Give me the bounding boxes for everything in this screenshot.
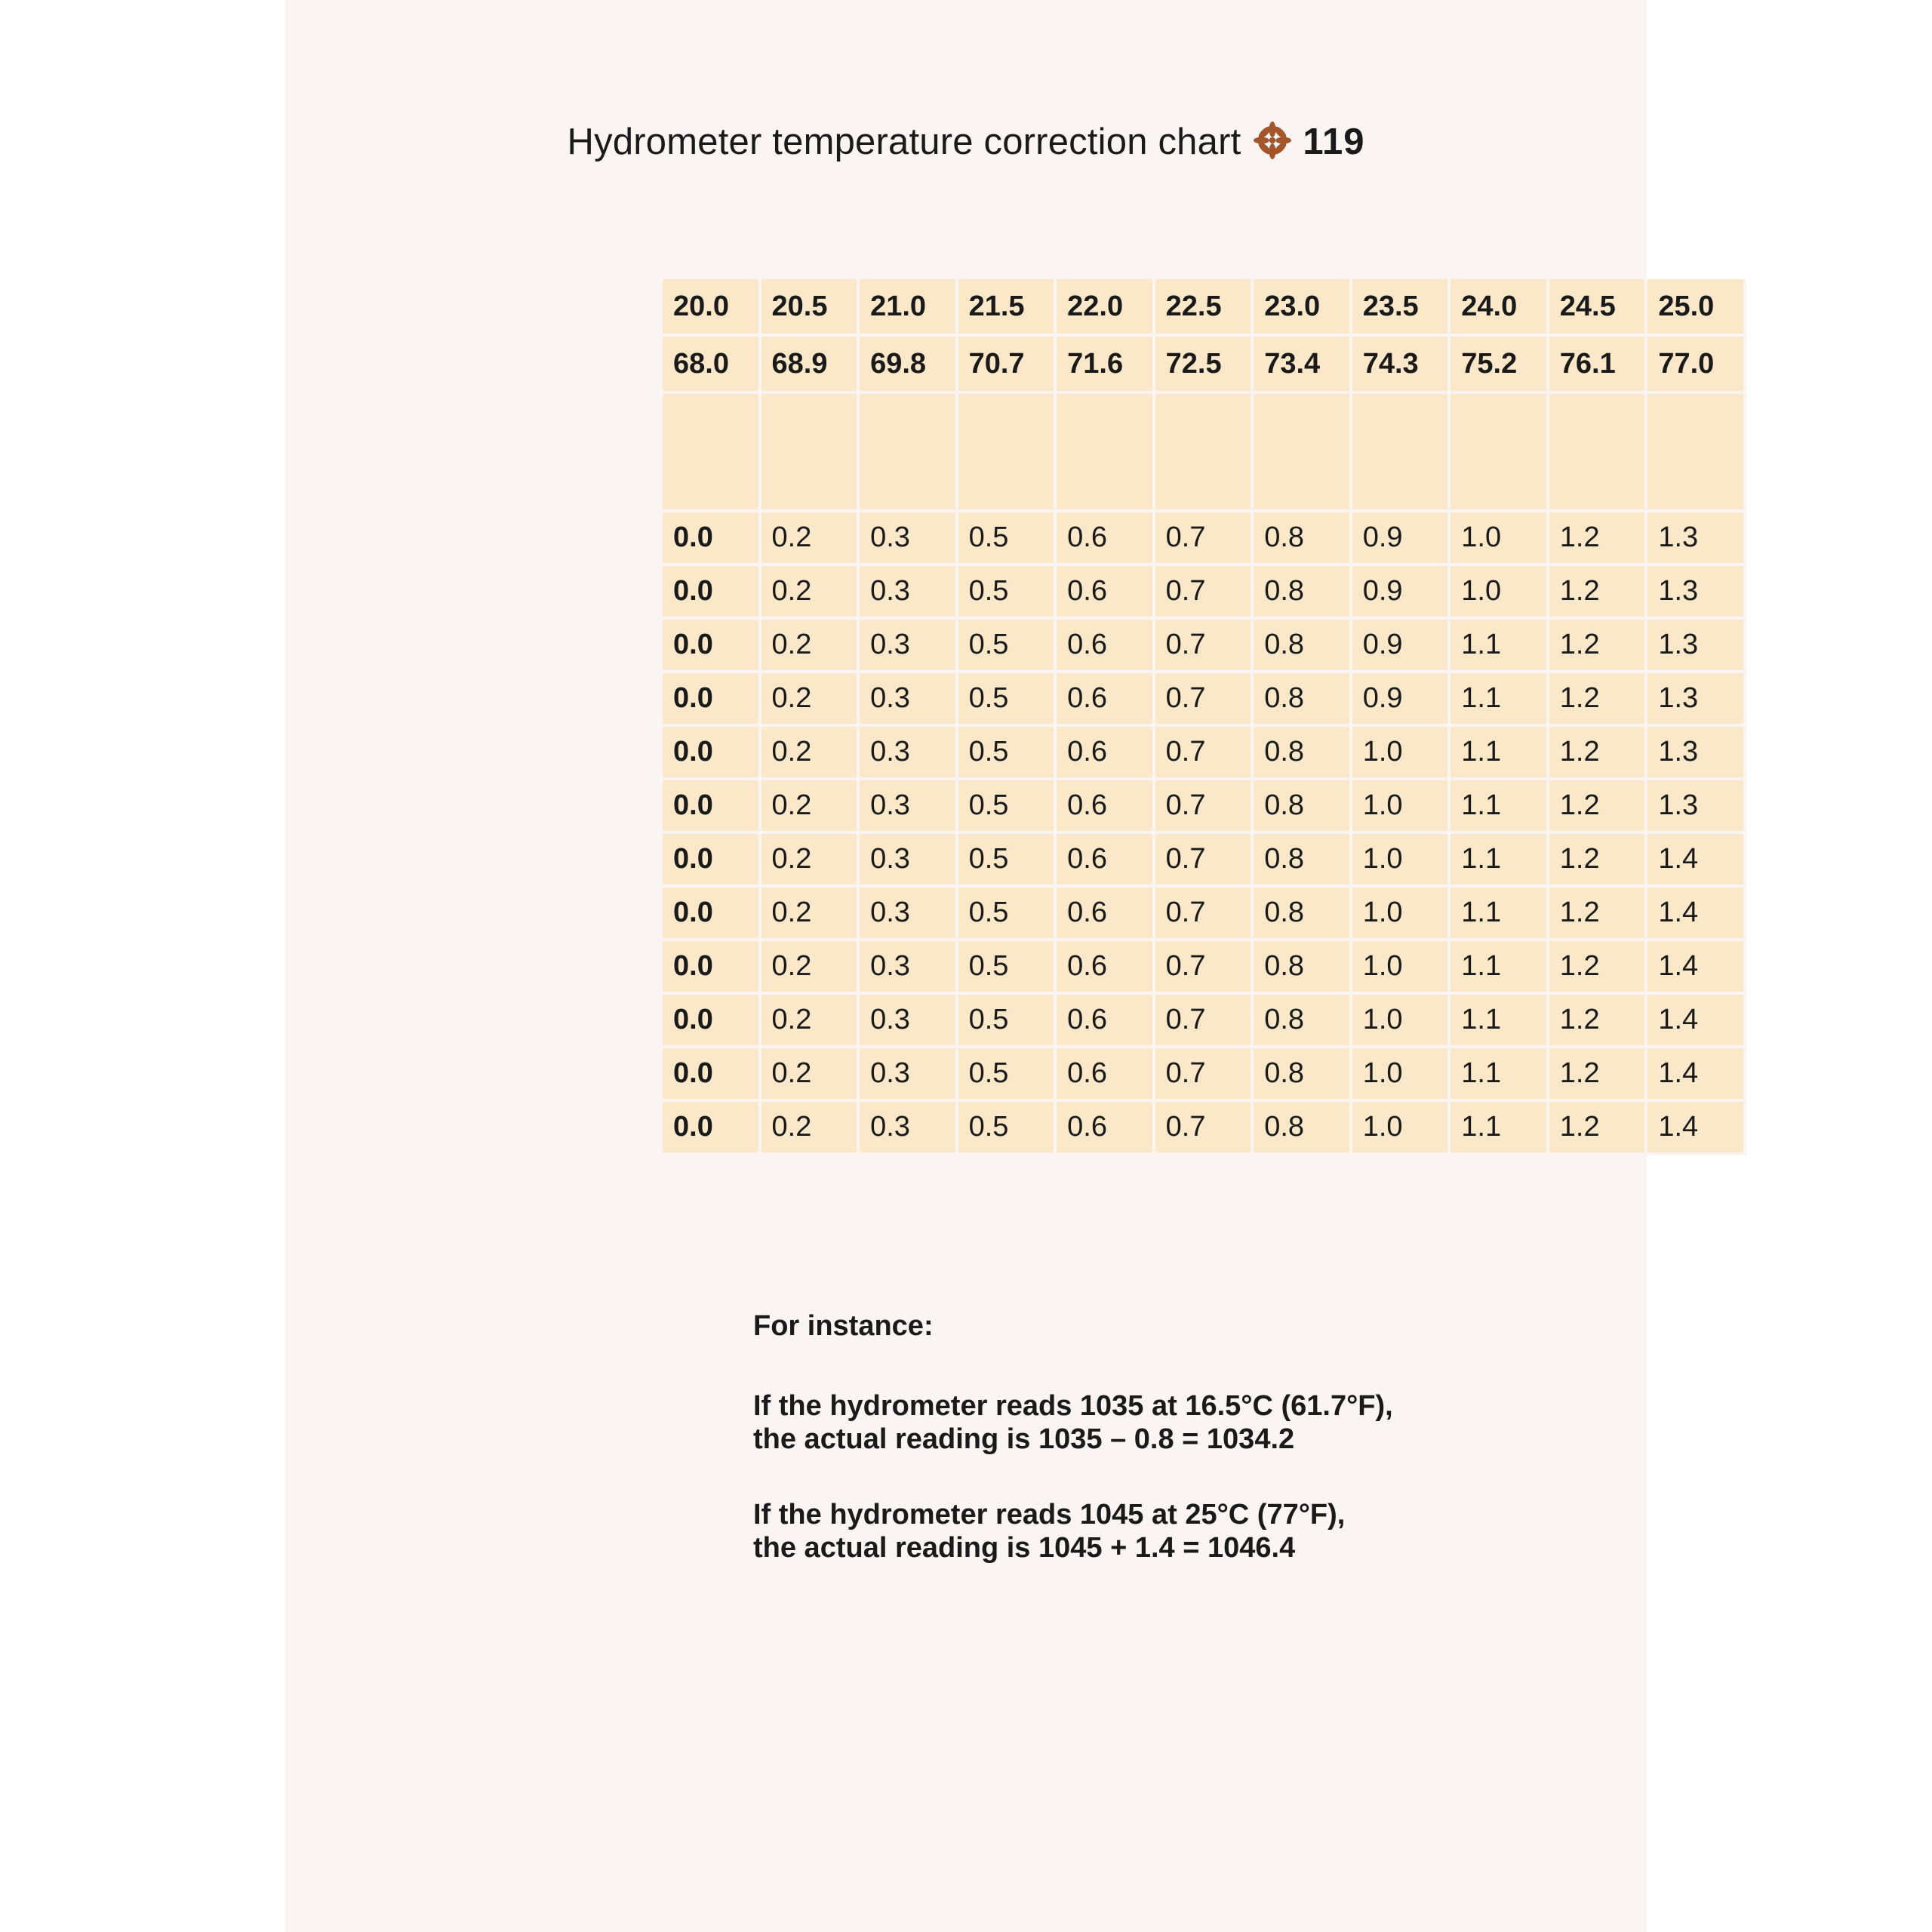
header-cell-fahrenheit: 76.1 xyxy=(1549,337,1648,394)
example-paragraph-1 xyxy=(753,1389,1659,1456)
table-cell: 0.2 xyxy=(761,941,860,995)
table-row xyxy=(663,780,1746,834)
table-cell: 0.2 xyxy=(761,620,860,673)
table-cell: 0.0 xyxy=(663,834,761,888)
table-cell: 0.9 xyxy=(1352,512,1451,566)
table-row xyxy=(663,620,1746,673)
table-cell: 0.5 xyxy=(958,995,1057,1048)
table-cell: 0.0 xyxy=(663,673,761,727)
table-cell: 0.7 xyxy=(1155,673,1254,727)
table-cell: 0.3 xyxy=(860,566,958,620)
hydrometer-correction-table xyxy=(663,279,1746,1155)
table-cell: 0.8 xyxy=(1254,512,1352,566)
header-cell-celsius: 23.0 xyxy=(1254,279,1352,337)
table-cell: 0.8 xyxy=(1254,673,1352,727)
table-cell: 0.8 xyxy=(1254,941,1352,995)
table-cell: 0.2 xyxy=(761,888,860,941)
spacer-cell xyxy=(1549,394,1648,512)
table-row-celsius-header xyxy=(663,279,1746,337)
table-cell: 0.6 xyxy=(1057,834,1155,888)
table-cell: 0.3 xyxy=(860,834,958,888)
table-cell: 0.6 xyxy=(1057,941,1155,995)
table-cell: 0.3 xyxy=(860,995,958,1048)
spacer-cell xyxy=(1352,394,1451,512)
table-cell: 0.5 xyxy=(958,620,1057,673)
table-row xyxy=(663,888,1746,941)
header-cell-fahrenheit: 71.6 xyxy=(1057,337,1155,394)
table-cell: 0.6 xyxy=(1057,888,1155,941)
table-cell: 0.7 xyxy=(1155,727,1254,780)
example-line: the actual reading is 1045 + 1.4 = 1046.4 xyxy=(753,1532,1296,1564)
table-cell: 0.8 xyxy=(1254,1048,1352,1102)
spacer-cell xyxy=(1057,394,1155,512)
table-cell: 0.0 xyxy=(663,620,761,673)
spacer-cell xyxy=(1647,394,1746,512)
table-cell: 0.7 xyxy=(1155,512,1254,566)
table-cell: 1.4 xyxy=(1647,995,1746,1048)
table-cell: 0.7 xyxy=(1155,780,1254,834)
table-cell: 1.3 xyxy=(1647,620,1746,673)
header-cell-fahrenheit: 68.9 xyxy=(761,337,860,394)
table-cell: 1.4 xyxy=(1647,941,1746,995)
header-cell-fahrenheit: 73.4 xyxy=(1254,337,1352,394)
table-cell: 0.6 xyxy=(1057,566,1155,620)
table-cell: 1.1 xyxy=(1451,941,1549,995)
table-cell: 1.0 xyxy=(1352,995,1451,1048)
table-cell: 0.7 xyxy=(1155,1102,1254,1155)
example-block xyxy=(753,1309,1659,1564)
table-cell: 0.3 xyxy=(860,673,958,727)
table-cell: 1.4 xyxy=(1647,834,1746,888)
table-cell: 1.0 xyxy=(1352,1048,1451,1102)
table-cell: 0.0 xyxy=(663,1048,761,1102)
table-cell: 0.9 xyxy=(1352,566,1451,620)
table-cell: 0.5 xyxy=(958,727,1057,780)
table-cell: 1.4 xyxy=(1647,1102,1746,1155)
table-row xyxy=(663,727,1746,780)
document-page xyxy=(285,0,1715,1932)
table-cell: 1.2 xyxy=(1549,512,1648,566)
spacer-cell xyxy=(958,394,1057,512)
table-cell: 0.0 xyxy=(663,512,761,566)
table-cell: 1.0 xyxy=(1352,888,1451,941)
table-cell: 1.4 xyxy=(1647,888,1746,941)
table-cell: 0.0 xyxy=(663,566,761,620)
table-cell: 1.2 xyxy=(1549,1048,1648,1102)
table-cell: 0.0 xyxy=(663,780,761,834)
table-cell: 0.2 xyxy=(761,512,860,566)
header-cell-fahrenheit: 75.2 xyxy=(1451,337,1549,394)
table-cell: 0.5 xyxy=(958,1048,1057,1102)
page-title: Hydrometer temperature correction chart xyxy=(567,122,1241,162)
table-cell: 1.0 xyxy=(1451,512,1549,566)
table-cell: 0.6 xyxy=(1057,727,1155,780)
table-cell: 0.0 xyxy=(663,1102,761,1155)
table-cell: 1.1 xyxy=(1451,620,1549,673)
table-cell: 1.2 xyxy=(1549,888,1648,941)
table-cell: 0.8 xyxy=(1254,995,1352,1048)
table-cell: 0.3 xyxy=(860,780,958,834)
table-row xyxy=(663,1102,1746,1155)
table-cell: 0.8 xyxy=(1254,780,1352,834)
table-cell: 0.5 xyxy=(958,834,1057,888)
table-cell: 0.6 xyxy=(1057,620,1155,673)
table-cell: 1.3 xyxy=(1647,566,1746,620)
header-cell-celsius: 20.5 xyxy=(761,279,860,337)
table-cell: 1.1 xyxy=(1451,995,1549,1048)
table-cell: 1.2 xyxy=(1549,995,1648,1048)
table-cell: 0.5 xyxy=(958,1102,1057,1155)
table-cell: 1.1 xyxy=(1451,888,1549,941)
table-row-spacer xyxy=(663,394,1746,512)
table-cell: 1.2 xyxy=(1549,941,1648,995)
table-cell: 1.2 xyxy=(1549,1102,1648,1155)
page-header xyxy=(285,121,1647,163)
header-cell-celsius: 21.0 xyxy=(860,279,958,337)
table-cell: 1.3 xyxy=(1647,727,1746,780)
table-cell: 0.7 xyxy=(1155,1048,1254,1102)
table-cell: 1.2 xyxy=(1549,620,1648,673)
table-cell: 1.0 xyxy=(1352,834,1451,888)
table-cell: 0.3 xyxy=(860,1102,958,1155)
table-cell: 0.7 xyxy=(1155,834,1254,888)
table-row xyxy=(663,995,1746,1048)
table-cell: 0.5 xyxy=(958,941,1057,995)
table-cell: 1.1 xyxy=(1451,727,1549,780)
header-cell-celsius: 22.0 xyxy=(1057,279,1155,337)
table-cell: 1.0 xyxy=(1352,780,1451,834)
table-cell: 1.2 xyxy=(1549,834,1648,888)
table-cell: 0.8 xyxy=(1254,834,1352,888)
table-cell: 1.0 xyxy=(1352,727,1451,780)
table-cell: 0.6 xyxy=(1057,512,1155,566)
table-cell: 1.1 xyxy=(1451,1102,1549,1155)
example-lead: For instance: xyxy=(753,1310,934,1342)
table-cell: 0.2 xyxy=(761,727,860,780)
table-cell: 1.3 xyxy=(1647,780,1746,834)
table-cell: 0.9 xyxy=(1352,620,1451,673)
table-cell: 1.2 xyxy=(1549,780,1648,834)
table-cell: 0.0 xyxy=(663,727,761,780)
table-row xyxy=(663,512,1746,566)
spacer-cell xyxy=(860,394,958,512)
table-cell: 0.2 xyxy=(761,1048,860,1102)
table-row xyxy=(663,566,1746,620)
table-cell: 0.7 xyxy=(1155,566,1254,620)
header-cell-celsius: 20.0 xyxy=(663,279,761,337)
table-cell: 0.2 xyxy=(761,673,860,727)
table-cell: 0.5 xyxy=(958,673,1057,727)
table-cell: 0.3 xyxy=(860,1048,958,1102)
header-cell-celsius: 25.0 xyxy=(1647,279,1746,337)
table-cell: 0.5 xyxy=(958,780,1057,834)
table-cell: 0.3 xyxy=(860,512,958,566)
spacer-cell xyxy=(1451,394,1549,512)
table-cell: 0.9 xyxy=(1352,673,1451,727)
table-cell: 0.8 xyxy=(1254,620,1352,673)
table-row xyxy=(663,941,1746,995)
table-cell: 1.2 xyxy=(1549,673,1648,727)
table-cell: 1.0 xyxy=(1352,1102,1451,1155)
table-cell: 0.8 xyxy=(1254,1102,1352,1155)
header-cell-celsius: 21.5 xyxy=(958,279,1057,337)
table-cell: 0.3 xyxy=(860,888,958,941)
table-cell: 0.2 xyxy=(761,1102,860,1155)
table-row xyxy=(663,834,1746,888)
spacer-cell xyxy=(1254,394,1352,512)
header-cell-celsius: 24.0 xyxy=(1451,279,1549,337)
spacer-cell xyxy=(663,394,761,512)
table-cell: 0.5 xyxy=(958,566,1057,620)
table-cell: 1.1 xyxy=(1451,673,1549,727)
table-cell: 0.7 xyxy=(1155,888,1254,941)
table-row-fahrenheit-header xyxy=(663,337,1746,394)
table-cell: 0.2 xyxy=(761,834,860,888)
header-cell-celsius: 22.5 xyxy=(1155,279,1254,337)
table-cell: 0.2 xyxy=(761,780,860,834)
header-cell-celsius: 24.5 xyxy=(1549,279,1648,337)
table-cell: 0.2 xyxy=(761,995,860,1048)
table-cell: 0.0 xyxy=(663,888,761,941)
table-cell: 1.0 xyxy=(1352,941,1451,995)
table-cell: 0.8 xyxy=(1254,566,1352,620)
spacer-cell xyxy=(761,394,860,512)
table-cell: 1.2 xyxy=(1549,727,1648,780)
example-line: If the hydrometer reads 1045 at 25°C (77°F), xyxy=(753,1499,1346,1531)
table-cell: 0.3 xyxy=(860,941,958,995)
table-cell: 0.6 xyxy=(1057,1048,1155,1102)
table-row xyxy=(663,673,1746,727)
example-line: If the hydrometer reads 1035 at 16.5°C (61.7°F), xyxy=(753,1390,1393,1423)
table-cell: 0.7 xyxy=(1155,620,1254,673)
table-cell: 1.1 xyxy=(1451,780,1549,834)
table-body xyxy=(663,279,1746,1155)
example-line: the actual reading is 1035 – 0.8 = 1034.2 xyxy=(753,1423,1295,1456)
header-cell-fahrenheit: 72.5 xyxy=(1155,337,1254,394)
table-cell: 0.7 xyxy=(1155,995,1254,1048)
table-cell: 0.8 xyxy=(1254,888,1352,941)
table-cell: 0.8 xyxy=(1254,727,1352,780)
header-cell-fahrenheit: 68.0 xyxy=(663,337,761,394)
table-row xyxy=(663,1048,1746,1102)
table-cell: 0.6 xyxy=(1057,1102,1155,1155)
table-cell: 0.5 xyxy=(958,512,1057,566)
table-cell: 1.0 xyxy=(1451,566,1549,620)
spacer-cell xyxy=(1155,394,1254,512)
header-cell-fahrenheit: 74.3 xyxy=(1352,337,1451,394)
table-cell: 0.3 xyxy=(860,620,958,673)
table-cell: 0.6 xyxy=(1057,995,1155,1048)
table-cell: 0.0 xyxy=(663,995,761,1048)
flower-ornament-icon xyxy=(1253,121,1292,160)
table-cell: 0.6 xyxy=(1057,780,1155,834)
table-cell: 1.2 xyxy=(1549,566,1648,620)
header-cell-fahrenheit: 69.8 xyxy=(860,337,958,394)
table-cell: 1.1 xyxy=(1451,1048,1549,1102)
example-paragraph-2 xyxy=(753,1498,1659,1564)
table-cell: 0.0 xyxy=(663,941,761,995)
header-cell-fahrenheit: 77.0 xyxy=(1647,337,1746,394)
table-cell: 1.3 xyxy=(1647,673,1746,727)
page-number: 119 xyxy=(1303,122,1365,162)
table-cell: 1.4 xyxy=(1647,1048,1746,1102)
header-cell-celsius: 23.5 xyxy=(1352,279,1451,337)
table-cell: 0.3 xyxy=(860,727,958,780)
table-cell: 0.5 xyxy=(958,888,1057,941)
table-cell: 1.3 xyxy=(1647,512,1746,566)
table-cell: 0.7 xyxy=(1155,941,1254,995)
table-cell: 0.6 xyxy=(1057,673,1155,727)
header-cell-fahrenheit: 70.7 xyxy=(958,337,1057,394)
table-cell: 1.1 xyxy=(1451,834,1549,888)
table-cell: 0.2 xyxy=(761,566,860,620)
